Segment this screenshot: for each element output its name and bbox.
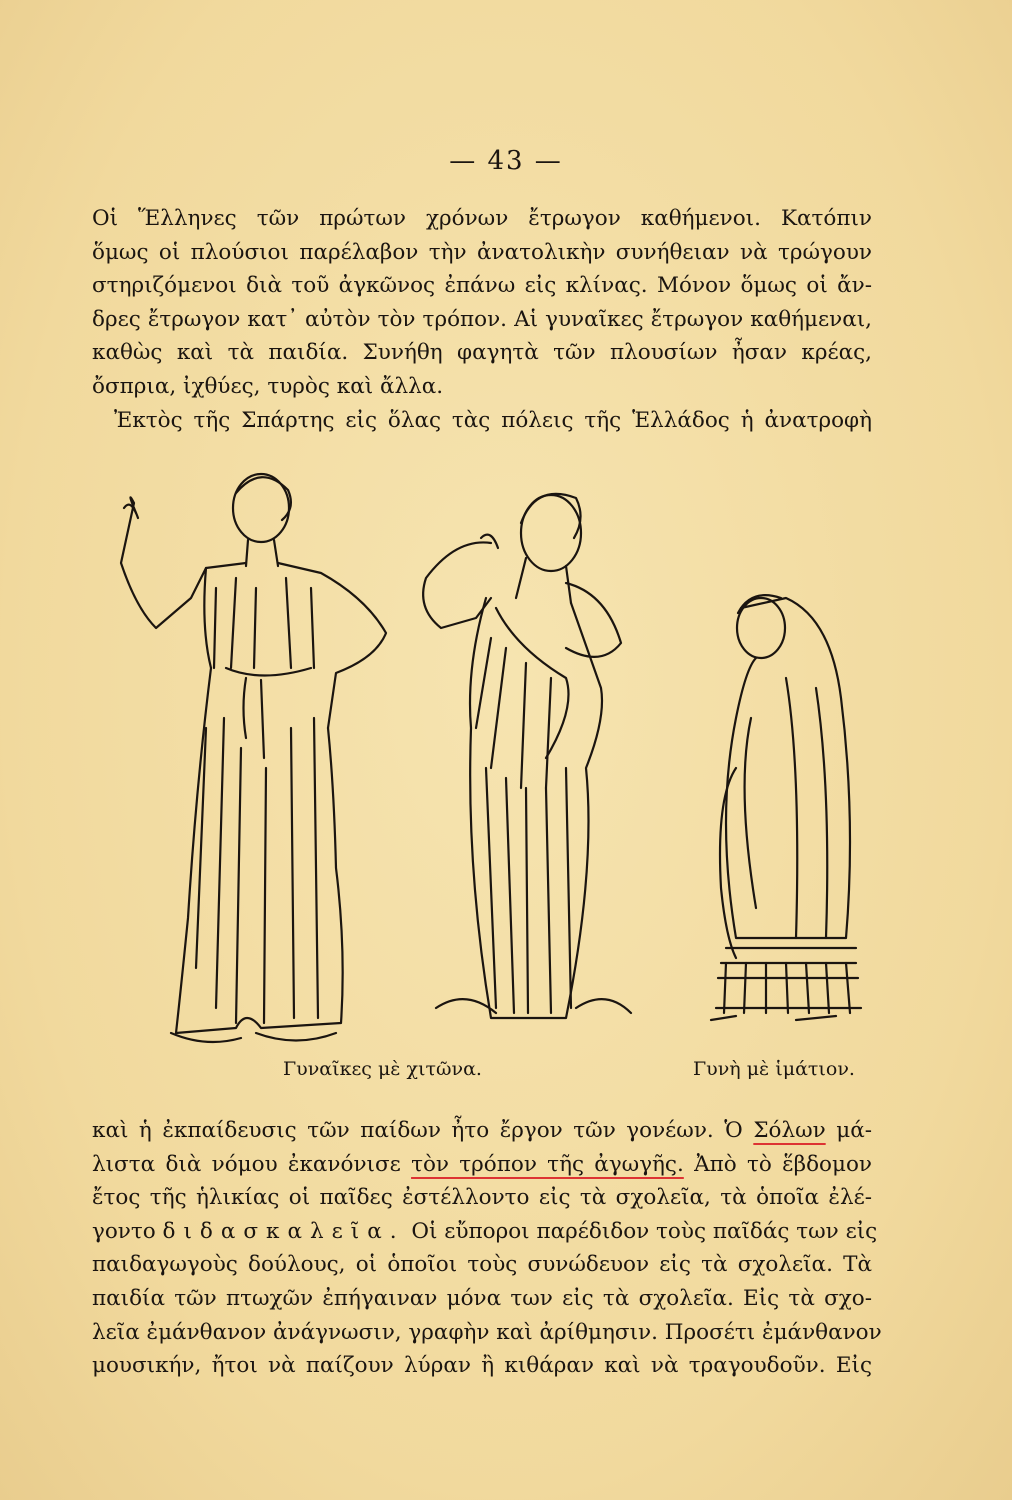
text-line: ὄσπρια, ἰχθύες, τυρὸς καὶ ἄλλα. [92, 373, 444, 399]
figure-woman-chiton-middle [423, 494, 631, 1018]
text-line [92, 1114, 872, 1148]
text-line: στηριζόμενοι διὰ τοῦ ἀγκῶνος ἐπάνω εἰς κλίνας. Μόνον ὅμως οἱ ἄν- [92, 273, 872, 299]
text-line: καθὼς καὶ τὰ παιδία. Συνήθη φαγητὰ τῶν πλουσίων ἦσαν κρέας, [92, 340, 872, 366]
illustration-greek-women [96, 468, 876, 1058]
text-segment: λιστα διὰ νόμου ἐκανόνισε [92, 1151, 401, 1177]
underlined-phrase: τὸν τρόπον τῆς ἀγωγῆς. [411, 1151, 684, 1177]
spaced-word: διδασκαλεῖα. [162, 1218, 405, 1244]
text-segment: καὶ ἡ ἐκπαίδευσις τῶν παίδων ἦτο ἔργον τῶν γονέων. Ὁ [92, 1118, 743, 1143]
paragraph-education [92, 1114, 882, 1383]
text-line: παιδαγωγοὺς δούλους, οἱ ὁποῖοι τοὺς συνώδευον εἰς τὰ σχολεῖα. Τὰ [92, 1252, 872, 1278]
text-line: Ἐκτὸς τῆς Σπάρτης εἰς ὅλας τὰς πόλεις τῆς Ἑλλάδος ἡ ἀνατροφὴ [114, 407, 872, 433]
text-line: δρες ἔτρωγον κατ᾽ αὐτὸν τὸν τρόπον. Αἱ γυναῖκες ἔτρωγον καθήμεναι, [92, 306, 872, 332]
text-segment: Οἱ εὔποροι παρέδιδον τοὺς παῖδάς των εἰς [411, 1218, 878, 1244]
text-segment: γοντο [92, 1218, 156, 1244]
paragraph-meals [92, 202, 872, 437]
text-line [92, 1215, 878, 1249]
page-number: — 43 — [449, 146, 563, 176]
text-line: παιδία τῶν πτωχῶν ἐπήγαιναν μόνα των εἰς τὰ σχολεῖα. Εἰς τὰ σχο- [92, 1285, 872, 1311]
illustration-drawing [96, 468, 876, 1058]
caption-woman-himation: Γυνὴ μὲ ἱμάτιον. [693, 1058, 855, 1080]
text-line [92, 1148, 872, 1182]
text-line: λεῖα ἐμάνθανον ἀνάγνωσιν, γραφὴν καὶ ἀρίθμησιν. Προσέτι ἐμάνθανον [92, 1319, 882, 1345]
caption-women-chiton: Γυναῖκες μὲ χιτῶνα. [283, 1058, 482, 1080]
text-line: μουσικήν, ἤτοι νὰ παίζουν λύραν ἢ κιθάραν καὶ νὰ τραγουδοῦν. Εἰς [92, 1353, 872, 1379]
text-line: ὅμως οἱ πλούσιοι παρέλαβον τὴν ἀνατολικὴν συνήθειαν νὰ τρώγουν [92, 239, 872, 265]
text-segment: Ἀπὸ τὸ ἕβδομον [694, 1151, 872, 1177]
underlined-solon: Σόλων [753, 1118, 826, 1143]
text-line: ἔτος τῆς ἡλικίας οἱ παῖδες ἐστέλλοντο εἰς τὰ σχολεῖα, τὰ ὁποῖα ἐλέ- [92, 1185, 872, 1211]
figure-woman-chiton-left [121, 474, 386, 1042]
text-line: Οἱ Ἕλληνες τῶν πρώτων χρόνων ἔτρωγον καθήμενοι. Κατόπιν [92, 206, 872, 231]
text-segment: μά- [836, 1118, 872, 1143]
figure-woman-himation-right [711, 595, 861, 1020]
